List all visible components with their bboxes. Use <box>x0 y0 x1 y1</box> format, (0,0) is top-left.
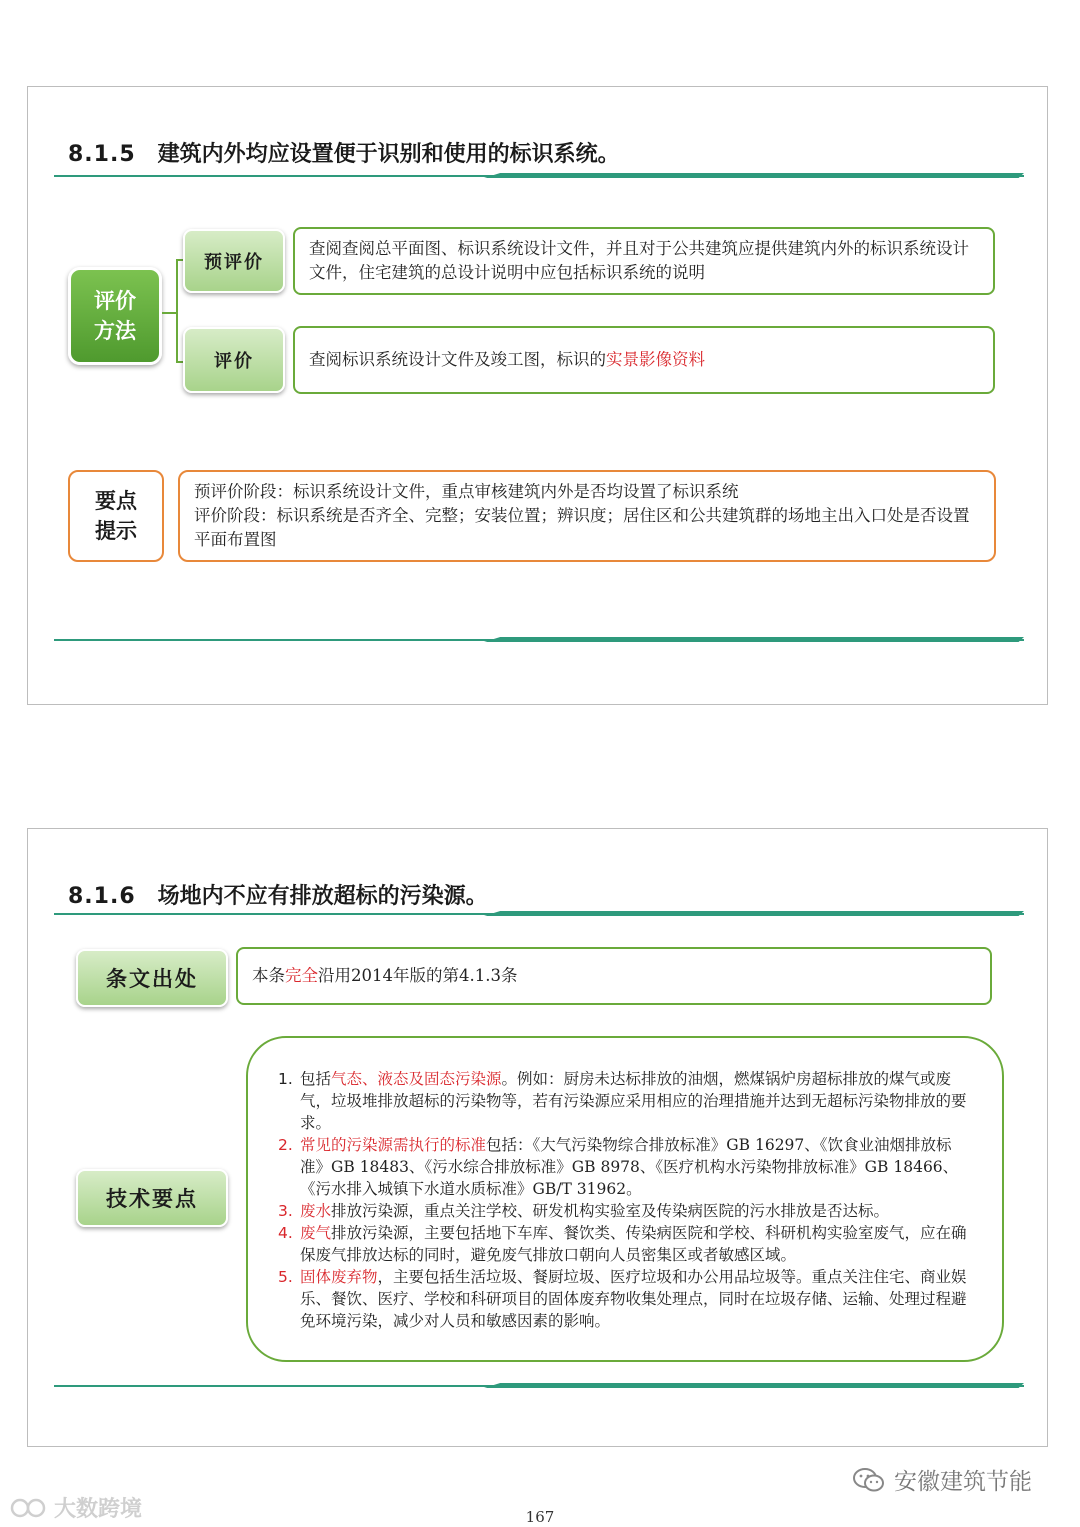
slide1-number: 8.1.5 <box>68 142 136 167</box>
tech-label: 技术要点 <box>76 1169 228 1227</box>
tech-point-highlight: 固体废弃物 <box>300 1268 378 1286</box>
pre-eval-label: 预评价 <box>183 229 285 293</box>
slide2-title <box>68 879 488 910</box>
tips-line2: 评价阶段：标识系统是否齐全、完整；安装位置；辨识度；居住区和公共建筑群的场地主出入口处是否设置平面布置图 <box>194 506 970 549</box>
slide-8-1-5 <box>27 86 1048 705</box>
tech-point-text: 废水排放污染源，重点关注学校、研发机构实验室及传染病医院的污水排放是否达标。 <box>300 1202 890 1220</box>
tech-point-number: 1. <box>278 1070 293 1088</box>
tech-point-text: 固体废弃物，主要包括生活垃圾、餐厨垃圾、医疗垃圾和办公用品垃圾等。重点关注住宅、商业娱乐、餐饮、医疗、学校和科研项目的固体废弃物收集处理点，同时在垃圾存储、运输、处理过程避免环境污染，减少对人员和敏感因素的影响。 <box>300 1268 967 1330</box>
wechat-account-name: 安徽建筑节能 <box>894 1469 1032 1495</box>
tech-point-number: 5. <box>278 1268 293 1286</box>
source-label: 条文出处 <box>76 949 228 1007</box>
eval-highlight: 实景影像资料 <box>606 350 705 369</box>
tech-point-item <box>278 1134 972 1200</box>
slide2-title-text: 场地内不应有排放超标的污染源。 <box>157 884 488 909</box>
slide-8-1-6 <box>27 828 1048 1447</box>
tips-label: 要点提示 <box>68 470 164 562</box>
tips-line1: 预评价阶段：标识系统设计文件，重点审核建筑内外是否均设置了标识系统 <box>194 482 739 501</box>
connector-stem <box>162 312 176 314</box>
eval-text: 查阅标识系统设计文件及竣工图，标识的实景影像资料 <box>293 326 995 394</box>
slide2-number: 8.1.6 <box>68 884 136 909</box>
title-divider <box>54 909 1024 919</box>
source-text: 本条完全沿用2014年版的第4.1.3条 <box>236 947 992 1005</box>
pre-eval-text: 查阅查阅总平面图、标识系统设计文件，并且对于公共建筑应提供建筑内外的标识系统设计文件，住宅建筑的总设计说明中应包括标识系统的说明 <box>293 227 995 295</box>
tech-point-number: 4. <box>278 1224 293 1242</box>
slide1-title-text: 建筑内外均应设置便于识别和使用的标识系统。 <box>157 142 620 167</box>
tech-point-text: 包括气态、液态及固态污染源。例如：厨房未达标排放的油烟，燃煤锅炉房超标排放的煤气或废气，垃圾堆排放超标的污染物等，若有污染源应采用相应的治理措施并达到无超标污染物排放的要求。 <box>300 1070 967 1132</box>
tech-point-highlight: 废气 <box>300 1224 332 1242</box>
tech-point-text: 废气排放污染源，主要包括地下车库、餐饮类、传染病医院和学校、科研机构实验室废气，应在确保废气排放达标的同时，避免废气排放口朝向人员密集区或者敏感区域。 <box>300 1224 967 1264</box>
tech-point-item <box>278 1068 972 1134</box>
bottom-divider <box>54 635 1024 645</box>
wechat-icon <box>852 1466 886 1494</box>
tech-point-number: 2. <box>278 1136 293 1154</box>
wechat-watermark <box>852 1463 1032 1496</box>
slide1-title <box>68 137 620 168</box>
tech-point-item <box>278 1200 972 1222</box>
title-divider <box>54 171 1024 181</box>
page-number: 167 <box>525 1508 555 1526</box>
tech-point-highlight: 常见的污染源需执行的标准 <box>300 1136 487 1154</box>
tech-point-number: 3. <box>278 1202 293 1220</box>
source-highlight: 完全 <box>285 966 318 985</box>
brand-watermark-text: 大数跨境 <box>54 1497 143 1522</box>
tips-text <box>178 470 996 562</box>
eval-label: 评价 <box>183 327 285 393</box>
tech-point-item <box>278 1222 972 1266</box>
tech-points-box <box>246 1036 1004 1362</box>
tech-point-highlight: 气态、液态及固态污染源 <box>331 1070 502 1088</box>
method-label: 评价方法 <box>68 267 162 365</box>
tech-point-item <box>278 1266 972 1332</box>
bottom-divider <box>54 1381 1024 1391</box>
tech-point-text: 常见的污染源需执行的标准包括：《大气污染物综合排放标准》GB 16297、《饮食业油烟排放标准》GB 18483、《污水综合排放标准》GB 8978、《医疗机构水污染物排放标准》GB 18466、《污水排入城镇下水道水质标准》GB/T 31962。 <box>300 1136 959 1198</box>
tech-point-highlight: 废水 <box>300 1202 332 1220</box>
